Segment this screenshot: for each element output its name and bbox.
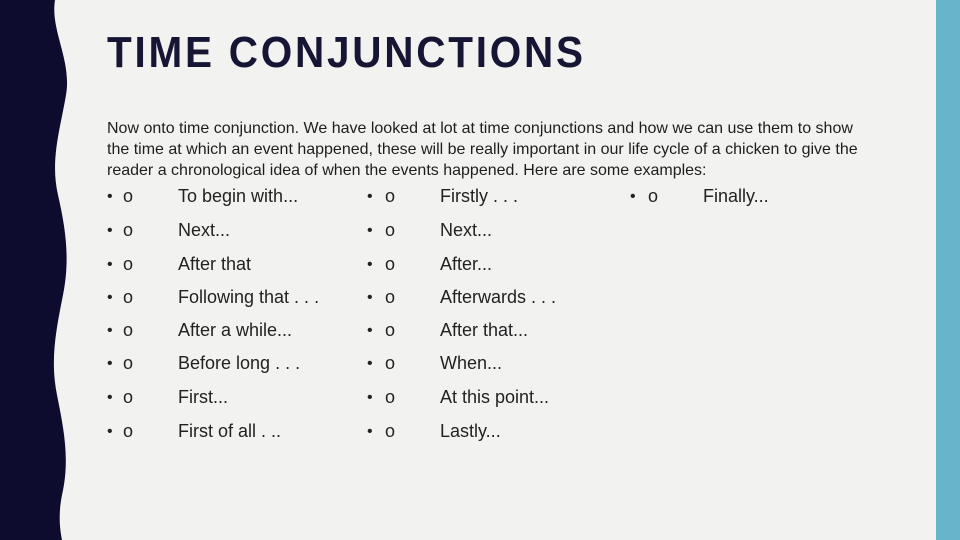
bullet-icon: •	[107, 423, 113, 440]
list-item-text: After that	[178, 254, 252, 274]
sub-bullet-marker: o	[385, 353, 396, 373]
sub-bullet-marker: o	[123, 421, 134, 441]
left-wavy-band	[0, 0, 80, 540]
sub-bullet-marker: o	[123, 387, 134, 407]
bullet-icon: •	[107, 256, 113, 273]
intro-paragraph: Now onto time conjunction. We have looked at lot at time conjunctions and how we can use them to show the time at which an event happened, these will be really important in our life cycle of a chicken to give the reader a chronological idea of when the events happened. Here are some examples:	[107, 120, 858, 179]
list-item-text: At this point...	[440, 387, 550, 407]
list-item-text: Finally...	[703, 186, 769, 206]
list-item-text: To begin with...	[178, 186, 299, 206]
bullet-icon: •	[107, 222, 113, 239]
list-item-text: When...	[440, 353, 503, 373]
list-item-text: Afterwards . . .	[440, 287, 557, 307]
list-item-text: First of all . ..	[178, 421, 282, 441]
bullet-icon: •	[367, 222, 373, 239]
page-title: TIME CONJUNCTIONS	[107, 28, 586, 77]
bullet-icon: •	[367, 355, 373, 372]
sub-bullet-marker: o	[385, 254, 396, 274]
list-item-text: Lastly...	[440, 421, 501, 441]
sub-bullet-marker: o	[385, 287, 396, 307]
bullet-icon: •	[367, 322, 373, 339]
list-item-text: After...	[440, 254, 493, 274]
bullet-icon: •	[107, 188, 113, 205]
list-item-text: After that...	[440, 320, 529, 340]
bullet-icon: •	[630, 188, 636, 205]
sub-bullet-marker: o	[385, 320, 396, 340]
right-accent-band	[936, 0, 960, 540]
bullet-icon: •	[367, 256, 373, 273]
sub-bullet-marker: o	[385, 220, 396, 240]
list-item-text: Firstly . . .	[440, 186, 518, 206]
sub-bullet-marker: o	[123, 287, 134, 307]
bullet-icon: •	[107, 355, 113, 372]
bullet-icon: •	[367, 389, 373, 406]
sub-bullet-marker: o	[123, 320, 134, 340]
sub-bullet-marker: o	[123, 353, 134, 373]
list-item-text: Before long . . .	[178, 353, 301, 373]
list-item-text: After a while...	[178, 320, 293, 340]
bullet-icon: •	[107, 389, 113, 406]
list-item-text: First...	[178, 387, 228, 407]
sub-bullet-marker: o	[123, 254, 134, 274]
sub-bullet-marker: o	[123, 186, 134, 206]
list-item-text: Next...	[440, 220, 493, 240]
bullet-icon: •	[367, 289, 373, 306]
sub-bullet-marker: o	[385, 186, 396, 206]
sub-bullet-marker: o	[648, 186, 659, 206]
bullet-icon: •	[367, 188, 373, 205]
sub-bullet-marker: o	[385, 387, 396, 407]
sub-bullet-marker: o	[385, 421, 396, 441]
list-item-text: Following that . . .	[178, 287, 320, 307]
list-item-text: Next...	[178, 220, 231, 240]
bullet-icon: •	[107, 289, 113, 306]
bullet-icon: •	[367, 423, 373, 440]
bullet-icon: •	[107, 322, 113, 339]
sub-bullet-marker: o	[123, 220, 134, 240]
